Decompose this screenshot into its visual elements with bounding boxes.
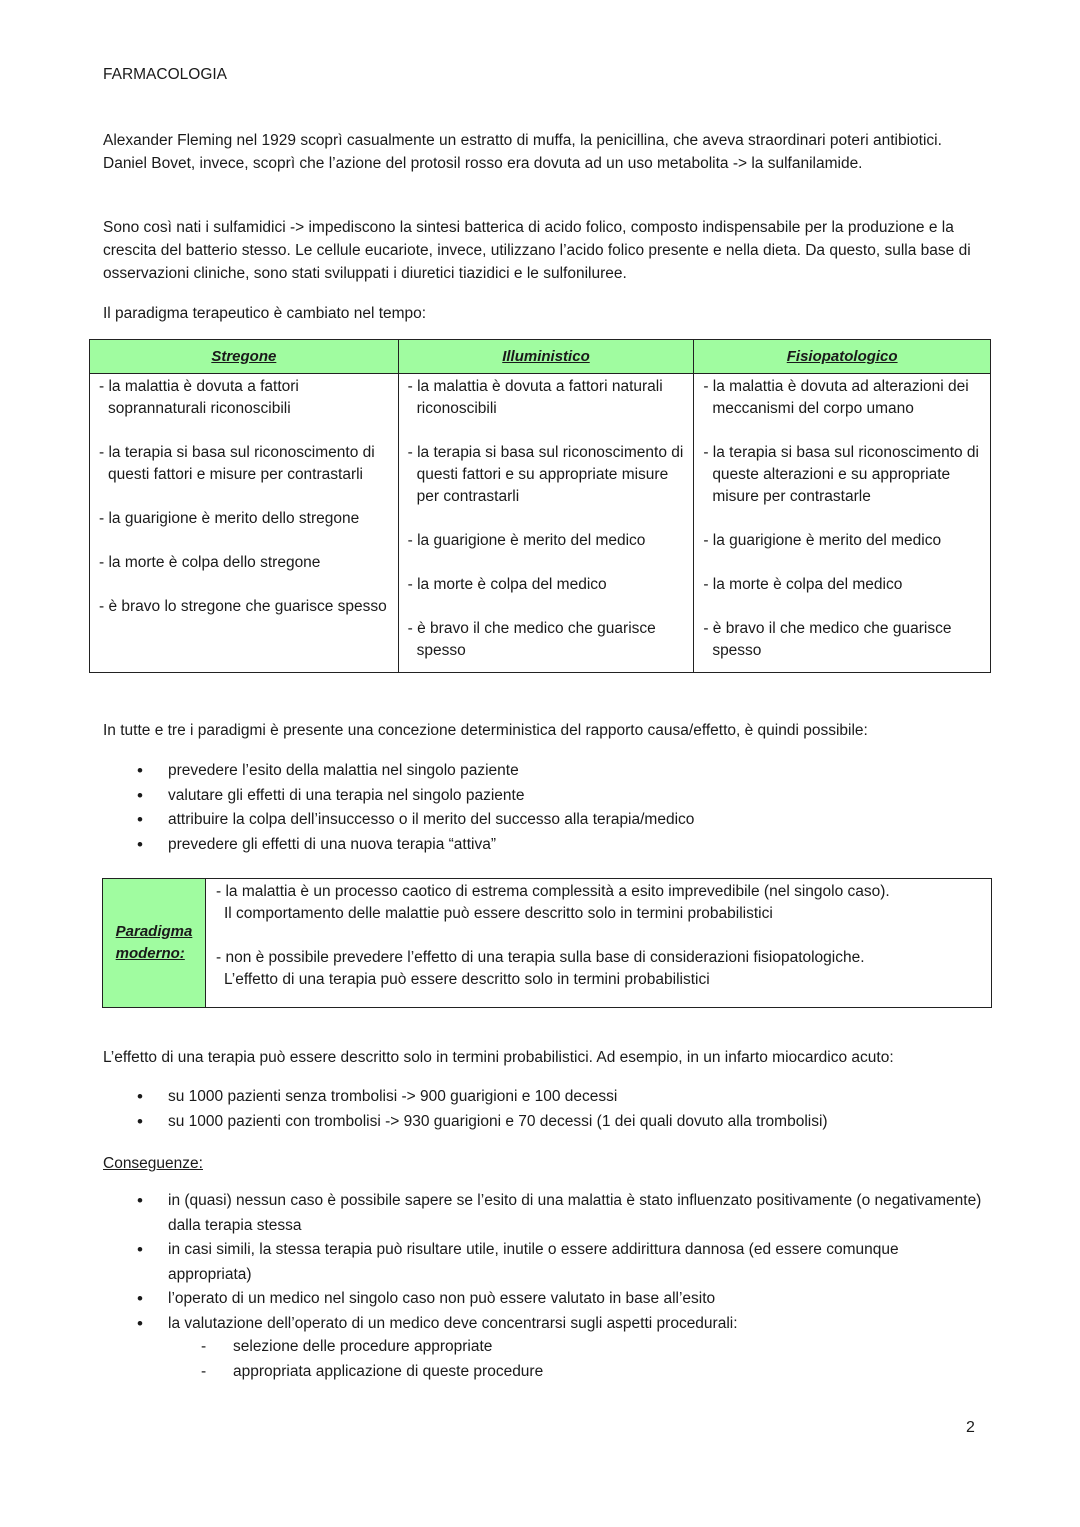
procedures-sublist	[103, 1335, 983, 1384]
sublist-item: - appropriata applicazione di queste procedure	[103, 1360, 983, 1385]
modern-item	[216, 947, 890, 991]
document-header: FARMACOLOGIA	[103, 66, 228, 83]
modern-item-line: Il comportamento delle malattie può essere descritto solo in termini probabilistici	[224, 905, 773, 922]
modern-item-line: - la malattia è un processo caotico di estrema complessità a esito imprevedibile (nel singolo caso).	[216, 883, 890, 900]
modern-paradigm-label	[103, 879, 206, 1007]
cell-item: - la morte è colpa del medico	[407, 576, 607, 593]
modern-label-line2: moderno:	[115, 945, 185, 962]
infarct-example-list	[103, 1085, 983, 1134]
cell-item: - la morte è colpa dello stregone	[99, 554, 321, 571]
column-fisiopatologico	[694, 374, 991, 673]
paragraph-probabilistic: L’effetto di una terapia può essere descritto solo in termini probabilistici. Ad esempio, in un infarto miocardico acuto:	[103, 1049, 894, 1066]
consequences-list	[103, 1189, 983, 1336]
modern-paradigm-body	[206, 879, 900, 1007]
consequences-title: Conseguenze:	[103, 1155, 203, 1172]
list-item: • valutare gli effetti di una terapia nel singolo paziente	[103, 784, 983, 809]
cell-item: - la guarigione è merito dello stregone	[99, 510, 360, 527]
list-item: • attribuire la colpa dell’insuccesso o il merito del successo alla terapia/medico	[103, 808, 983, 833]
cell-item: - la malattia è dovuta a fattori soprannaturali riconoscibili	[99, 378, 299, 417]
list-item: • la valutazione dell’operato di un medico deve concentrarsi sugli aspetti procedurali:	[103, 1312, 983, 1337]
list-item: • prevedere gli effetti di una nuova terapia “attiva”	[103, 833, 983, 858]
list-item: • l’operato di un medico nel singolo caso non può essere valutato in base all’esito	[103, 1287, 983, 1312]
modern-paradigm-box	[102, 878, 992, 1008]
cell-item: - è bravo il che medico che guarisce spesso	[407, 620, 656, 659]
list-item: • in (quasi) nessun caso è possibile sapere se l’esito di una malattia è stato influenzato positivamente (o negativamente) dalla terapia stessa	[103, 1189, 983, 1238]
header-illuministico: Illuministico	[398, 340, 694, 374]
paradigm-table	[89, 339, 991, 673]
paragraph-bovet: Daniel Bovet, invece, scoprì che l’azione del protosil rosso era dovuta ad un uso metabolita -> la sulfanilamide.	[103, 155, 863, 172]
cell-item: - la malattia è dovuta ad alterazioni dei meccanismi del corpo umano	[703, 378, 969, 417]
modern-item	[216, 881, 890, 925]
paradigm-table-row	[90, 374, 991, 673]
page-number: 2	[966, 1419, 975, 1436]
paragraph-paradigm-intro: Il paradigma terapeutico è cambiato nel tempo:	[103, 305, 427, 322]
paragraph-fleming-bovet	[103, 129, 983, 175]
cell-item: - la guarigione è merito del medico	[407, 532, 646, 549]
paragraph-fleming: Alexander Fleming nel 1929 scoprì casualmente un estratto di muffa, la penicillina, che aveva straordinari poteri antibiotici.	[103, 132, 942, 149]
column-illuministico	[398, 374, 694, 673]
modern-item-line: - non è possibile prevedere l’effetto di una terapia sulla base di considerazioni fisiopatologiche.	[216, 949, 865, 966]
paragraph-sulfamidici: Sono così nati i sulfamidici -> impediscono la sintesi batterica di acido folico, composto indispensabile per la produzione e la crescita del batterio stesso. Le cellule eucariote, invece, utilizzano l’acido folico presente e nella dieta. Da questo, sulla base di osservazioni cliniche, sono stati sviluppati i diuretici tiazidici e le sulfoniluree.	[103, 219, 971, 282]
cell-item: - la malattia è dovuta a fattori naturali riconoscibili	[407, 378, 663, 417]
deterministic-list	[103, 759, 983, 857]
list-item: • in casi simili, la stessa terapia può risultare utile, inutile o essere addirittura dannosa (ed essere comunque appropriata)	[103, 1238, 983, 1287]
sublist-item: - selezione delle procedure appropriate	[103, 1335, 983, 1360]
cell-item: - la guarigione è merito del medico	[703, 532, 942, 549]
cell-item: - la terapia si basa sul riconoscimento di questi fattori e su appropriate misure per contrastarli	[407, 444, 684, 505]
paragraph-deterministic: In tutte e tre i paradigmi è presente una concezione deterministica del rapporto causa/effetto, è quindi possibile:	[103, 722, 868, 739]
column-stregone	[90, 374, 399, 673]
cell-item: - la terapia si basa sul riconoscimento di queste alterazioni e su appropriate misure per contrastarle	[703, 444, 979, 505]
list-item: • su 1000 pazienti senza trombolisi -> 900 guarigioni e 100 decessi	[103, 1085, 983, 1110]
cell-item: - la morte è colpa del medico	[703, 576, 903, 593]
modern-item-line: L’effetto di una terapia può essere descritto solo in termini probabilistici	[224, 971, 710, 988]
header-fisiopatologico: Fisiopatologico	[694, 340, 991, 374]
paradigm-table-header-row	[90, 340, 991, 374]
modern-label-line1: Paradigma	[115, 923, 193, 940]
list-item: • su 1000 pazienti con trombolisi -> 930 guarigioni e 70 decessi (1 dei quali dovuto alla trombolisi)	[103, 1110, 983, 1135]
cell-item: - la terapia si basa sul riconoscimento di questi fattori e misure per contrastarli	[99, 444, 375, 483]
cell-item: - è bravo lo stregone che guarisce spesso	[99, 598, 387, 615]
list-item: • prevedere l’esito della malattia nel singolo paziente	[103, 759, 983, 784]
cell-item: - è bravo il che medico che guarisce spesso	[703, 620, 952, 659]
header-stregone: Stregone	[90, 340, 399, 374]
